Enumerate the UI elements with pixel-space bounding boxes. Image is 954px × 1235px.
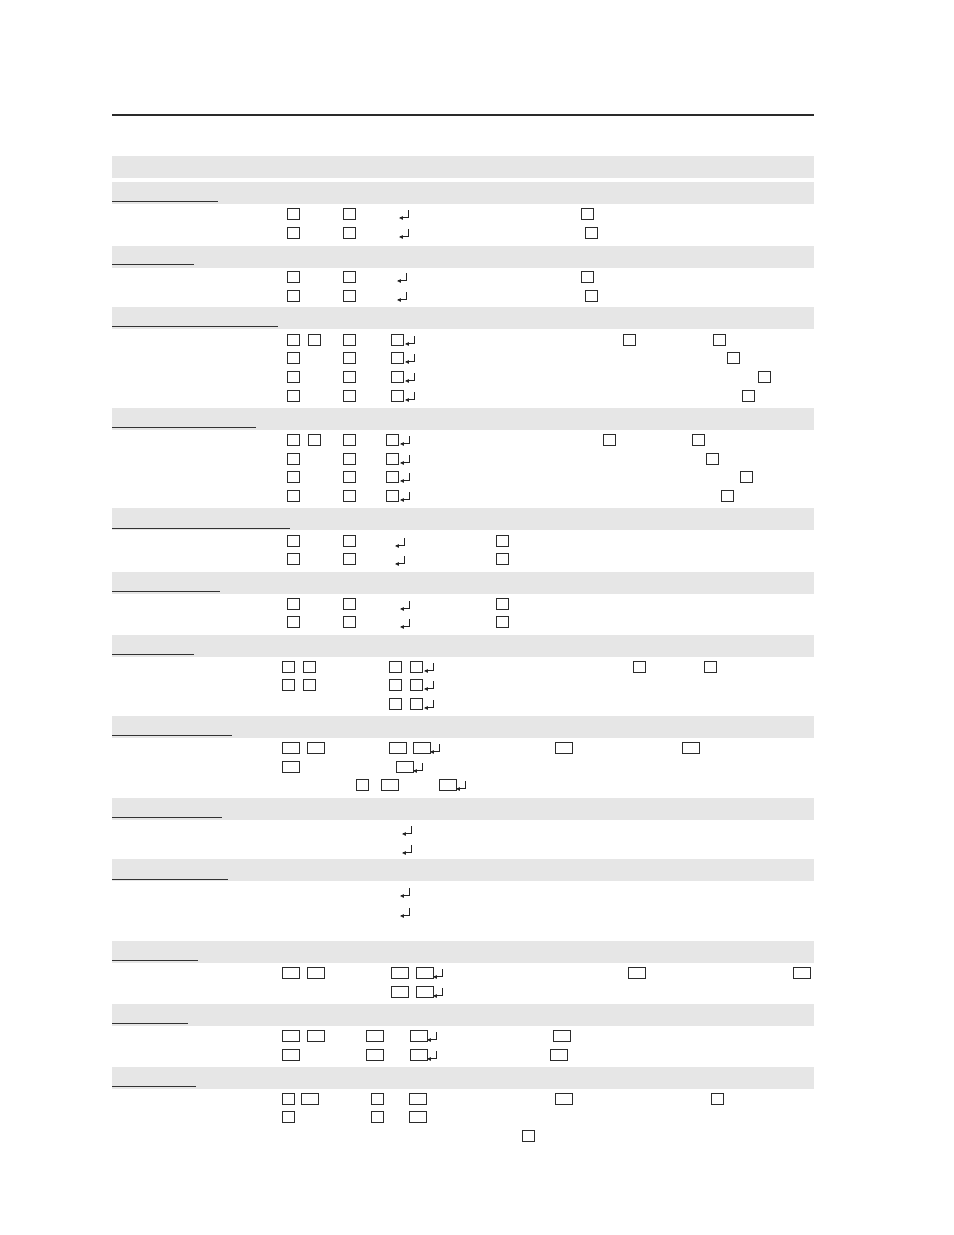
empty-square-field: [711, 1093, 724, 1105]
return-arrow-icon: [425, 681, 434, 689]
empty-square-field: [287, 334, 300, 346]
empty-square-field: [343, 290, 356, 302]
return-arrow-icon: [398, 292, 407, 300]
empty-square-field: [287, 453, 300, 465]
empty-square-field: [287, 490, 300, 502]
empty-square-field: [553, 1030, 571, 1042]
empty-square-field: [692, 434, 705, 446]
empty-square-field: [496, 535, 509, 547]
empty-square-field: [287, 535, 300, 547]
empty-square-field: [287, 290, 300, 302]
empty-square-field: [307, 967, 325, 979]
empty-square-field: [282, 1093, 295, 1105]
empty-square-field: [343, 390, 356, 402]
empty-square-field: [287, 371, 300, 383]
empty-square-field: [308, 334, 321, 346]
section-underline: [112, 1023, 188, 1024]
return-arrow-icon: [414, 763, 423, 771]
section-band: [112, 1004, 814, 1026]
section-band: [112, 859, 814, 881]
return-arrow-icon: [406, 373, 415, 381]
empty-square-field: [391, 352, 404, 364]
empty-square-field: [282, 1030, 300, 1042]
return-arrow-icon: [406, 336, 415, 344]
return-arrow-icon: [401, 436, 410, 444]
empty-square-field: [389, 742, 407, 754]
empty-square-field: [343, 471, 356, 483]
empty-square-field: [343, 535, 356, 547]
empty-square-field: [343, 352, 356, 364]
empty-square-field: [410, 661, 423, 673]
empty-square-field: [713, 334, 726, 346]
return-arrow-icon: [401, 492, 410, 500]
empty-square-field: [410, 1049, 428, 1061]
empty-square-field: [522, 1130, 535, 1142]
empty-square-field: [343, 434, 356, 446]
empty-square-field: [343, 208, 356, 220]
empty-square-field: [287, 471, 300, 483]
empty-square-field: [386, 453, 399, 465]
empty-square-field: [366, 1049, 384, 1061]
empty-square-field: [282, 679, 295, 691]
empty-square-field: [303, 679, 316, 691]
empty-square-field: [389, 661, 402, 673]
header-rule: [112, 114, 814, 116]
empty-square-field: [410, 679, 423, 691]
empty-square-field: [581, 271, 594, 283]
section-underline: [112, 326, 278, 327]
section-underline: [112, 654, 194, 655]
return-arrow-icon: [403, 826, 412, 834]
empty-square-field: [409, 1111, 427, 1123]
empty-square-field: [682, 742, 700, 754]
empty-square-field: [410, 1030, 428, 1042]
empty-square-field: [550, 1049, 568, 1061]
section-band: [112, 1067, 814, 1089]
empty-square-field: [343, 598, 356, 610]
return-arrow-icon: [401, 888, 410, 896]
return-arrow-icon: [425, 700, 434, 708]
empty-square-field: [389, 679, 402, 691]
empty-square-field: [282, 1049, 300, 1061]
section-band: [112, 635, 814, 657]
empty-square-field: [282, 661, 295, 673]
empty-square-field: [413, 742, 431, 754]
empty-square-field: [307, 742, 325, 754]
empty-square-field: [287, 208, 300, 220]
return-arrow-icon: [401, 908, 410, 916]
return-arrow-icon: [401, 601, 410, 609]
empty-square-field: [585, 227, 598, 239]
return-arrow-icon: [406, 392, 415, 400]
empty-square-field: [287, 227, 300, 239]
return-arrow-icon: [403, 845, 412, 853]
empty-square-field: [301, 1093, 319, 1105]
empty-square-field: [704, 661, 717, 673]
return-arrow-icon: [398, 273, 407, 281]
section-underline: [112, 735, 232, 736]
empty-square-field: [496, 553, 509, 565]
empty-square-field: [410, 698, 423, 710]
empty-square-field: [343, 553, 356, 565]
empty-square-field: [633, 661, 646, 673]
return-arrow-icon: [396, 556, 405, 564]
return-arrow-icon: [428, 1032, 437, 1040]
empty-square-field: [343, 453, 356, 465]
empty-square-field: [742, 390, 755, 402]
return-arrow-icon: [434, 988, 443, 996]
empty-square-field: [793, 967, 811, 979]
empty-square-field: [389, 698, 402, 710]
empty-square-field: [343, 371, 356, 383]
empty-square-field: [496, 598, 509, 610]
empty-square-field: [740, 471, 753, 483]
empty-square-field: [287, 434, 300, 446]
empty-square-field: [343, 490, 356, 502]
table-header-band: [112, 156, 814, 178]
empty-square-field: [721, 490, 734, 502]
empty-square-field: [416, 986, 434, 998]
return-arrow-icon: [434, 969, 443, 977]
empty-square-field: [496, 616, 509, 628]
section-underline: [112, 427, 256, 428]
empty-square-field: [409, 1093, 427, 1105]
empty-square-field: [366, 1030, 384, 1042]
section-underline: [112, 264, 194, 265]
section-underline: [112, 591, 220, 592]
section-band: [112, 941, 814, 963]
return-arrow-icon: [428, 1051, 437, 1059]
empty-square-field: [391, 334, 404, 346]
section-band: [112, 246, 814, 268]
empty-square-field: [603, 434, 616, 446]
empty-square-field: [371, 1093, 384, 1105]
empty-square-field: [307, 1030, 325, 1042]
empty-square-field: [581, 208, 594, 220]
empty-square-field: [386, 471, 399, 483]
empty-square-field: [343, 271, 356, 283]
return-arrow-icon: [401, 473, 410, 481]
section-underline: [112, 960, 198, 961]
return-arrow-icon: [401, 455, 410, 463]
empty-square-field: [282, 742, 300, 754]
empty-square-field: [303, 661, 316, 673]
section-band: [112, 508, 814, 530]
empty-square-field: [343, 616, 356, 628]
section-underline: [112, 879, 228, 880]
empty-square-field: [287, 390, 300, 402]
empty-square-field: [623, 334, 636, 346]
section-underline: [112, 528, 290, 529]
empty-square-field: [386, 490, 399, 502]
empty-square-field: [555, 1093, 573, 1105]
empty-square-field: [585, 290, 598, 302]
empty-square-field: [282, 761, 300, 773]
return-arrow-icon: [400, 210, 409, 218]
return-arrow-icon: [406, 354, 415, 362]
empty-square-field: [555, 742, 573, 754]
empty-square-field: [758, 371, 771, 383]
empty-square-field: [282, 1111, 295, 1123]
empty-square-field: [371, 1111, 384, 1123]
empty-square-field: [386, 434, 399, 446]
empty-square-field: [391, 967, 409, 979]
empty-square-field: [356, 779, 369, 791]
empty-square-field: [391, 371, 404, 383]
empty-square-field: [727, 352, 740, 364]
empty-square-field: [628, 967, 646, 979]
empty-square-field: [381, 779, 399, 791]
empty-square-field: [287, 598, 300, 610]
empty-square-field: [287, 352, 300, 364]
empty-square-field: [706, 453, 719, 465]
empty-square-field: [343, 334, 356, 346]
return-arrow-icon: [431, 744, 440, 752]
empty-square-field: [287, 616, 300, 628]
empty-square-field: [343, 227, 356, 239]
empty-square-field: [287, 271, 300, 283]
section-underline: [112, 1086, 196, 1087]
empty-square-field: [391, 986, 409, 998]
return-arrow-icon: [425, 663, 434, 671]
section-underline: [112, 201, 218, 202]
return-arrow-icon: [400, 229, 409, 237]
empty-square-field: [308, 434, 321, 446]
return-arrow-icon: [396, 538, 405, 546]
return-arrow-icon: [457, 781, 466, 789]
empty-square-field: [391, 390, 404, 402]
empty-square-field: [416, 967, 434, 979]
return-arrow-icon: [401, 619, 410, 627]
empty-square-field: [287, 553, 300, 565]
empty-square-field: [439, 779, 457, 791]
section-underline: [112, 817, 222, 818]
empty-square-field: [282, 967, 300, 979]
empty-square-field: [396, 761, 414, 773]
